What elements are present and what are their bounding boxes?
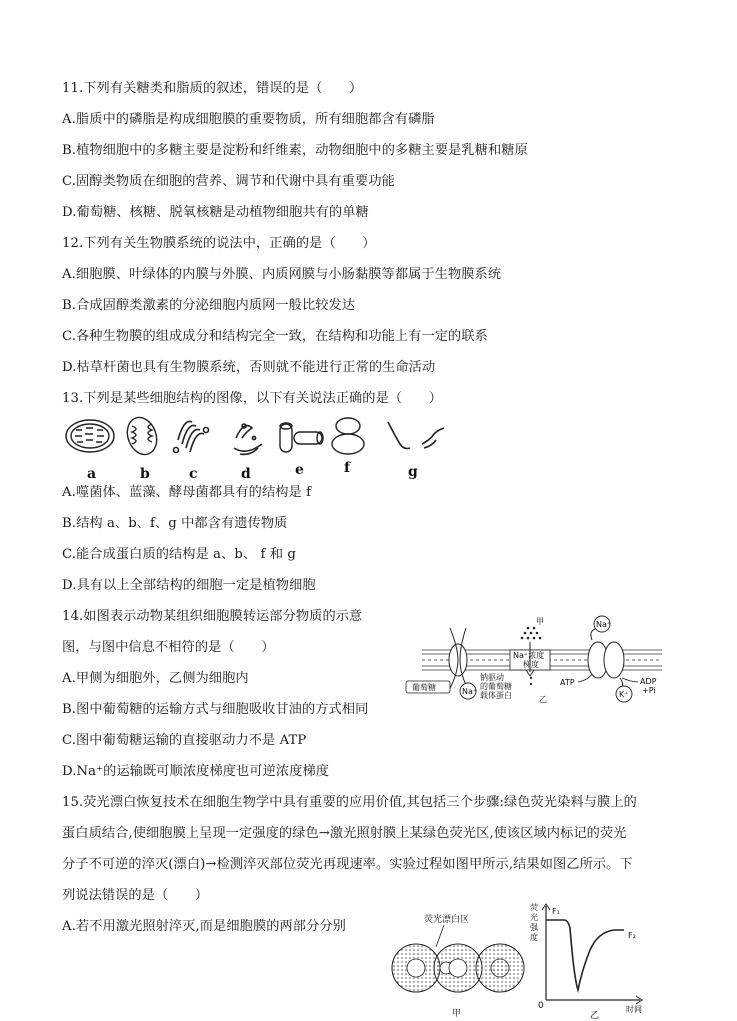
fluorescence-curve <box>546 920 624 990</box>
k-label: K⁺ <box>619 690 629 699</box>
q12-option-d: D.枯草杆菌也具有生物膜系统，否则就不能进行正常的生命活动 <box>62 360 436 375</box>
carrier-label-1: 钠驱动 <box>480 673 504 682</box>
q12-option-b: B.合成固醇类激素的分泌细胞内质网一般比较发达 <box>62 298 356 313</box>
q14-option-a: A.甲侧为细胞外，乙侧为细胞内 <box>62 671 249 686</box>
label-a: a <box>87 466 97 482</box>
mitochondrion-image <box>122 413 161 458</box>
xlabel: 时间 <box>626 1005 642 1014</box>
q13-option-b: B.结构 a、b、f、g 中都含有遗传物质 <box>62 516 288 531</box>
carrier-label-3: 载体蛋白 <box>480 691 512 700</box>
q15-line3: 分子不可逆的淬灭(漂白)→检测淬灭部位荧光再现速率。实验过程如图甲所示,结果如图乙所示。下 <box>62 857 633 872</box>
frap-curve-figure <box>528 900 656 1020</box>
centriole-image <box>280 423 323 452</box>
q14-option-b: B.图中葡萄糖的运输方式与细胞吸收甘油的方式相同 <box>62 702 369 717</box>
frap-cells-figure <box>388 912 528 1018</box>
label-e: e <box>295 462 304 478</box>
q15-line2: 蛋白质结合,使细胞膜上呈现一定强度的绿色→激光照射膜上某绿色荧光区,使该区域内标记的荧光 <box>62 826 627 841</box>
q13-option-a: A.噬菌体、蓝藻、酵母菌都具有的结构是 f <box>62 485 312 500</box>
vesicle-image <box>388 422 444 449</box>
q14-stem-line2: 图，与图中信息不相符的是（ ） <box>62 640 275 655</box>
er-image <box>234 424 262 454</box>
q15-line4: 列说法错误的是（ ） <box>62 888 209 903</box>
label-c: c <box>189 466 198 482</box>
na-label-right: Na⁺ <box>596 620 612 629</box>
q12-option-a: A.细胞膜、叶绿体的内膜与外膜、内质网膜与小肠黏膜等都属于生物膜系统 <box>62 267 502 282</box>
ylabel-char-3: 强 <box>530 923 538 932</box>
q13-stem: 13.下列是某些细胞结构的图像，以下有关说法正确的是（ ） <box>62 391 443 406</box>
membrane-transport-figure <box>402 614 670 710</box>
gradient-label-2: 梯度 <box>523 660 539 669</box>
q11-option-d: D.葡萄糖、核糖、脱氧核糖是动植物细胞共有的单糖 <box>62 205 369 220</box>
q11-stem: 11.下列有关糖类和脂质的叙述，错误的是（ ） <box>62 81 363 96</box>
q14-stem-line1: 14.如图表示动物某组织细胞膜转运部分物质的示意 <box>62 609 363 624</box>
atp-label: ATP <box>560 678 575 687</box>
ylabel-char-2: 光 <box>530 913 538 922</box>
label-b: b <box>140 466 150 482</box>
ylabel-char-1: 荧 <box>530 903 538 912</box>
origin-label: 0 <box>538 1001 544 1011</box>
chloroplast-image <box>66 420 114 452</box>
q12-option-c: C.各种生物膜的组成成分和结构完全一致，在结构和功能上有一定的联系 <box>62 329 488 344</box>
fig-yi-caption: 乙 <box>590 1011 600 1020</box>
glucose-carrier <box>448 628 470 692</box>
f1-label: F₁ <box>552 907 560 916</box>
q11-option-c: C.固醇类物质在细胞的营养、调节和代谢中具有重要功能 <box>62 174 395 189</box>
q15-line1: 15.荧光漂白恢复技术在细胞生物学中具有重要的应用价值,其包括三个步骤:绿色荧光染料与膜上的 <box>62 795 637 810</box>
q12-stem: 12.下列有关生物膜系统的说法中，正确的是（ ） <box>62 236 376 251</box>
q15-option-a: A.若不用激光照射淬灭,而是细胞膜的两部分分别 <box>62 919 346 934</box>
ribosome-image <box>332 418 364 454</box>
f2-label: F₂ <box>628 931 636 940</box>
label-f: f <box>344 460 351 476</box>
pi-label: +Pi <box>642 686 656 695</box>
fig-jia-caption: 甲 <box>452 1009 462 1018</box>
golgi-image <box>174 421 209 452</box>
organelle-figure <box>58 412 458 484</box>
side-jia-label: 甲 <box>536 617 544 626</box>
label-d: d <box>241 466 251 482</box>
cell-3 <box>476 944 524 992</box>
q13-option-d: D.具有以上全部结构的细胞一定是植物细胞 <box>62 578 316 593</box>
na-k-pump <box>588 628 624 692</box>
q14-option-c: C.图中葡萄糖运输的直接驱动力不是 ATP <box>62 733 307 748</box>
label-g: g <box>408 464 418 480</box>
gradient-label-1: Na⁺浓度 <box>513 651 545 660</box>
q13-option-c: C.能合成蛋白质的结构是 a、b、 f 和 g <box>62 547 296 562</box>
q11-option-b: B.植物细胞中的多糖主要是淀粉和纤维素，动物细胞中的多糖主要是乳糖和糖原 <box>62 143 528 158</box>
adp-label: ADP <box>640 677 657 686</box>
ylabel-char-4: 度 <box>530 933 538 942</box>
carrier-label-2: 的葡萄糖 <box>480 682 512 691</box>
q14-option-d: D.Na⁺的运输既可顺浓度梯度也可逆浓度梯度 <box>62 764 330 779</box>
glucose-label: 葡萄糖 <box>412 683 436 692</box>
na-label-left: Na⁺ <box>462 687 478 696</box>
side-yi-label: 乙 <box>539 695 547 704</box>
cell-2 <box>434 944 482 992</box>
q11-option-a: A.脂质中的磷脂是构成细胞膜的重要物质，所有细胞都含有磷脂 <box>62 112 435 127</box>
bleach-area-label: 荧光漂白区 <box>424 915 470 925</box>
cell-1 <box>392 944 440 992</box>
